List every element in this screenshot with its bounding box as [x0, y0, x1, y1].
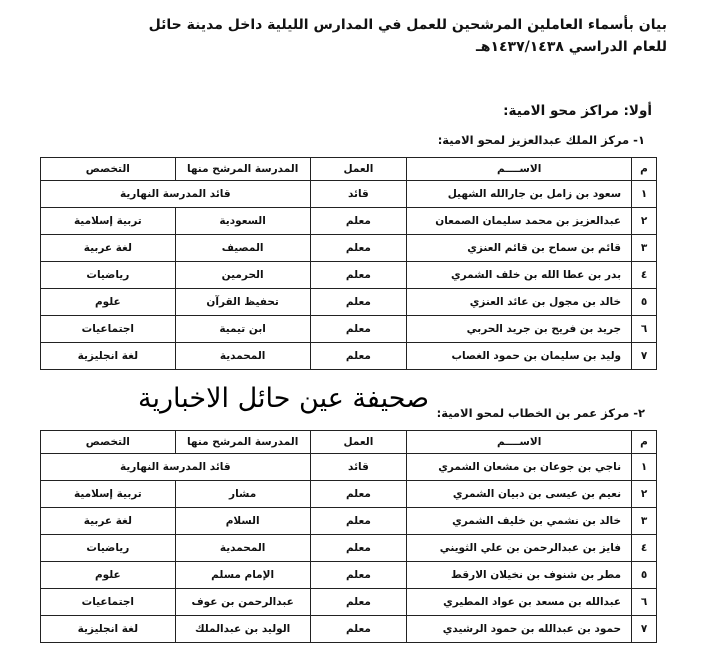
row-name: قائم بن سماح بن قائم العنزي: [407, 235, 632, 262]
row-school: المحمدية: [175, 343, 310, 370]
table-row: [41, 316, 657, 343]
table-row: [41, 235, 657, 262]
table-row: [41, 589, 657, 616]
row-merged-role: قائد المدرسة النهارية: [41, 454, 311, 481]
row-job: معلم: [310, 508, 407, 535]
row-job: معلم: [310, 262, 407, 289]
row-school: الوليد بن عبدالملك: [175, 616, 310, 643]
row-name: ناجي بن جوعان بن مشعان الشمري: [407, 454, 632, 481]
row-job: معلم: [310, 562, 407, 589]
col-name-header: الاســــم: [407, 158, 632, 181]
row-job: معلم: [310, 316, 407, 343]
col-school-header: المدرسة المرشح منها: [175, 431, 310, 454]
row-school: السلام: [175, 508, 310, 535]
table-row: [41, 181, 657, 208]
row-job: معلم: [310, 616, 407, 643]
row-spec: رياضيات: [41, 535, 176, 562]
row-spec: علوم: [41, 562, 176, 589]
table-row: [41, 481, 657, 508]
row-school: الإمام مسلم: [175, 562, 310, 589]
row-school: المحمدية: [175, 535, 310, 562]
row-no: ٧: [632, 343, 657, 370]
row-spec: اجتماعيات: [41, 589, 176, 616]
row-spec: رياضيات: [41, 262, 176, 289]
row-school: مشار: [175, 481, 310, 508]
row-no: ٥: [632, 289, 657, 316]
row-no: ٢: [632, 208, 657, 235]
row-name: عبدالله بن مسعد بن عواد المطيري: [407, 589, 632, 616]
document-title: [107, 14, 667, 58]
col-name-header: الاســــم: [407, 431, 632, 454]
row-school: السعودية: [175, 208, 310, 235]
row-merged-role: قائد المدرسة النهارية: [41, 181, 311, 208]
table-row: [41, 343, 657, 370]
table-row: [41, 208, 657, 235]
row-no: ١: [632, 181, 657, 208]
center2-title: ٢- مركز عمر بن الخطاب لمحو الامية:: [436, 406, 645, 420]
col-school-header: المدرسة المرشح منها: [175, 158, 310, 181]
row-job: معلم: [310, 343, 407, 370]
table-header-row: [41, 158, 657, 181]
row-spec: لغة عربية: [41, 235, 176, 262]
table-row: [41, 454, 657, 481]
row-job: معلم: [310, 208, 407, 235]
row-name: فايز بن عبدالرحمن بن علي الثويني: [407, 535, 632, 562]
row-name: حمود بن عبدالله بن حمود الرشيدي: [407, 616, 632, 643]
row-name: بدر بن عطا الله بن خلف الشمري: [407, 262, 632, 289]
title-line-1: بيان بأسماء العاملين المرشحين للعمل في المدارس الليلية داخل مدينة حائل: [148, 17, 667, 33]
row-school: المصيف: [175, 235, 310, 262]
row-job: معلم: [310, 481, 407, 508]
row-spec: لغة انجليزية: [41, 616, 176, 643]
row-no: ١: [632, 454, 657, 481]
table-header-row: [41, 431, 657, 454]
row-no: ٦: [632, 589, 657, 616]
row-no: ٣: [632, 508, 657, 535]
row-job: معلم: [310, 289, 407, 316]
row-no: ٢: [632, 481, 657, 508]
row-spec: علوم: [41, 289, 176, 316]
section-title: أولا: مراكز محو الامية:: [503, 103, 652, 119]
col-no-header: م: [632, 431, 657, 454]
row-spec: لغة انجليزية: [41, 343, 176, 370]
col-spec-header: التخصص: [41, 158, 176, 181]
row-no: ٣: [632, 235, 657, 262]
table-row: [41, 562, 657, 589]
row-name: عبدالعزيز بن محمد سليمان الصمعان: [407, 208, 632, 235]
row-no: ٦: [632, 316, 657, 343]
row-name: مطر بن شنوف بن نخيلان الارقط: [407, 562, 632, 589]
center1-title: ١- مركز الملك عبدالعزيز لمحو الامية:: [437, 133, 645, 147]
row-no: ٧: [632, 616, 657, 643]
row-school: تحفيظ القرآن: [175, 289, 310, 316]
row-name: نعيم بن عيسى بن دبيان الشمري: [407, 481, 632, 508]
table-row: [41, 508, 657, 535]
row-job: قائد: [310, 454, 407, 481]
row-school: ابن تيمية: [175, 316, 310, 343]
center2-table: [40, 430, 657, 643]
row-no: ٥: [632, 562, 657, 589]
col-spec-header: التخصص: [41, 431, 176, 454]
row-no: ٤: [632, 535, 657, 562]
table-row: [41, 535, 657, 562]
row-job: معلم: [310, 235, 407, 262]
row-school: عبدالرحمن بن عوف: [175, 589, 310, 616]
row-spec: تربية إسلامية: [41, 481, 176, 508]
table-row: [41, 262, 657, 289]
row-job: معلم: [310, 535, 407, 562]
title-line-2: للعام الدراسي ١٤٣٧/١٤٣٨هـ: [475, 39, 667, 55]
table-row: [41, 616, 657, 643]
row-spec: تربية إسلامية: [41, 208, 176, 235]
row-name: جريد بن فريح بن جريد الحربي: [407, 316, 632, 343]
col-job-header: العمل: [310, 431, 407, 454]
col-no-header: م: [632, 158, 657, 181]
row-spec: اجتماعيات: [41, 316, 176, 343]
row-name: خالد بن مجول بن عائد العنزي: [407, 289, 632, 316]
row-school: الحرمين: [175, 262, 310, 289]
row-job: قائد: [310, 181, 407, 208]
row-name: وليد بن سليمان بن حمود الغصاب: [407, 343, 632, 370]
row-no: ٤: [632, 262, 657, 289]
table-row: [41, 289, 657, 316]
row-name: خالد بن نشمي بن خليف الشمري: [407, 508, 632, 535]
newspaper-watermark: صحيفة عين حائل الاخبارية: [138, 383, 430, 414]
center1-table: [40, 157, 657, 370]
col-job-header: العمل: [310, 158, 407, 181]
row-spec: لغة عربية: [41, 508, 176, 535]
row-job: معلم: [310, 589, 407, 616]
row-name: سعود بن زامل بن جارالله الشهيل: [407, 181, 632, 208]
